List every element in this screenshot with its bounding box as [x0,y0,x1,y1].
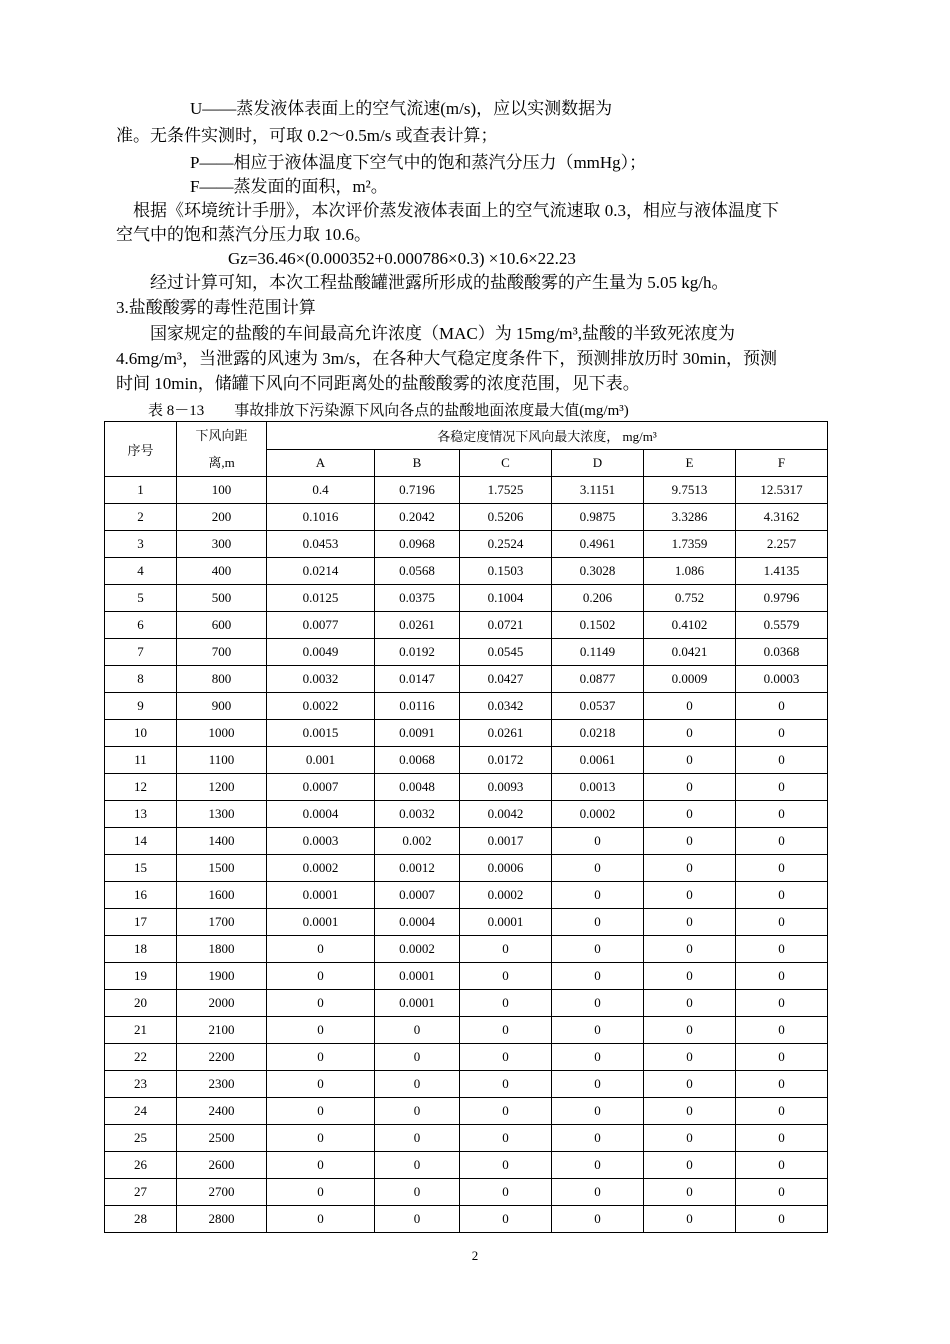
cell-d: 0.206 [552,585,644,612]
cell-b: 0.2042 [375,504,460,531]
cell-distance: 900 [177,693,267,720]
cell-f: 0 [736,1125,828,1152]
cell-f: 0 [736,855,828,882]
cell-b: 0.0004 [375,909,460,936]
cell-index: 14 [105,828,177,855]
cell-d: 0 [552,1044,644,1071]
header-class-d: D [552,449,644,477]
cell-a: 0 [267,1206,375,1233]
cell-b: 0 [375,1071,460,1098]
cell-a: 0.0001 [267,909,375,936]
cell-d: 0.9875 [552,504,644,531]
cell-a: 0.0077 [267,612,375,639]
cell-b: 0.0147 [375,666,460,693]
cell-index: 20 [105,990,177,1017]
table-row [105,990,828,1017]
cell-e: 0 [644,1071,736,1098]
cell-index: 10 [105,720,177,747]
cell-distance: 2400 [177,1098,267,1125]
cell-distance: 1800 [177,936,267,963]
cell-index: 23 [105,1071,177,1098]
cell-f: 0 [736,936,828,963]
cell-e: 0 [644,720,736,747]
table-row [105,909,828,936]
table-row [105,1098,828,1125]
cell-distance: 1100 [177,747,267,774]
cell-e: 0.0009 [644,666,736,693]
cell-c: 0.0006 [460,855,552,882]
cell-index: 13 [105,801,177,828]
cell-distance: 200 [177,504,267,531]
cell-index: 18 [105,936,177,963]
cell-distance: 300 [177,531,267,558]
cell-c: 0 [460,963,552,990]
cell-e: 3.3286 [644,504,736,531]
cell-distance: 1600 [177,882,267,909]
cell-a: 0.001 [267,747,375,774]
table-row [105,1206,828,1233]
cell-e: 0 [644,909,736,936]
header-class-e: E [644,449,736,477]
u-definition-line-2: 准。无条件实测时，可取 0.2～0.5m/s 或查表计算； [116,126,498,145]
cell-f: 0.5579 [736,612,828,639]
header-class-c: C [460,449,552,477]
header-stability-group: 各稳定度情况下风向最大浓度， mg/m³ [267,422,828,450]
cell-e: 0 [644,1179,736,1206]
cell-e: 0 [644,1044,736,1071]
table-caption: 表 8－13 事故排放下污染源下风向各点的盐酸地面浓度最大值(mg/m³) [148,403,629,419]
cell-e: 0 [644,828,736,855]
cell-b: 0.0261 [375,612,460,639]
cell-distance: 2700 [177,1179,267,1206]
table-row [105,693,828,720]
page-number: 2 [471,1248,479,1263]
cell-e: 0 [644,936,736,963]
basis-line-1: 根据《环境统计手册》，本次评价蒸发液体表面上的空气流速取 0.3，相应与液体温度下 [133,201,779,220]
cell-c: 0.0001 [460,909,552,936]
cell-a: 0.0002 [267,855,375,882]
cell-a: 0.0001 [267,882,375,909]
cell-c: 0 [460,936,552,963]
cell-e: 0 [644,774,736,801]
header-class-f: F [736,449,828,477]
cell-distance: 500 [177,585,267,612]
cell-f: 0 [736,1071,828,1098]
cell-a: 0 [267,1017,375,1044]
cell-c: 0 [460,1098,552,1125]
cell-f: 0 [736,774,828,801]
cell-distance: 1900 [177,963,267,990]
cell-a: 0.0214 [267,558,375,585]
header-distance [177,422,267,477]
cell-f: 0.0368 [736,639,828,666]
cell-c: 0.2524 [460,531,552,558]
cell-c: 0.5206 [460,504,552,531]
cell-distance: 2100 [177,1017,267,1044]
cell-index: 22 [105,1044,177,1071]
table-row [105,585,828,612]
cell-d: 0 [552,1179,644,1206]
table-row [105,801,828,828]
cell-c: 0.1004 [460,585,552,612]
cell-index: 4 [105,558,177,585]
cell-b: 0.0375 [375,585,460,612]
cell-b: 0 [375,1125,460,1152]
cell-d: 0 [552,1071,644,1098]
basis-line-2: 空气中的饱和蒸汽分压力取 10.6。 [116,225,371,244]
cell-distance: 2500 [177,1125,267,1152]
header-distance-line-2: 离,m [208,455,235,470]
cell-f: 1.4135 [736,558,828,585]
f-definition: F——蒸发面的面积，m²。 [190,177,388,196]
cell-d: 0 [552,1206,644,1233]
cell-d: 0 [552,855,644,882]
cell-distance: 1500 [177,855,267,882]
cell-f: 0 [736,963,828,990]
cell-distance: 1200 [177,774,267,801]
concentration-table [104,421,828,1233]
cell-b: 0.0002 [375,936,460,963]
section-heading: 3.盐酸酸雾的毒性范围计算 [116,298,316,317]
cell-index: 24 [105,1098,177,1125]
cell-d: 0 [552,1125,644,1152]
cell-d: 0.0537 [552,693,644,720]
cell-e: 0 [644,963,736,990]
cell-b: 0.0068 [375,747,460,774]
table-row [105,747,828,774]
cell-f: 0 [736,720,828,747]
cell-distance: 800 [177,666,267,693]
cell-c: 0.0721 [460,612,552,639]
cell-distance: 1300 [177,801,267,828]
cell-c: 0 [460,1179,552,1206]
cell-f: 0 [736,990,828,1017]
table-row [105,774,828,801]
u-definition-line-1: U——蒸发液体表面上的空气流速(m/s)，应以实测数据为 [190,99,613,118]
cell-d: 0 [552,963,644,990]
cell-index: 5 [105,585,177,612]
cell-d: 0 [552,936,644,963]
table-row [105,1125,828,1152]
cell-a: 0.0049 [267,639,375,666]
cell-e: 0 [644,1098,736,1125]
cell-a: 0 [267,1152,375,1179]
table-row [105,666,828,693]
cell-b: 0 [375,1206,460,1233]
cell-e: 0.0421 [644,639,736,666]
cell-b: 0.0001 [375,990,460,1017]
cell-d: 0.1502 [552,612,644,639]
cell-e: 0 [644,801,736,828]
table-row [105,612,828,639]
cell-c: 0.1503 [460,558,552,585]
cell-d: 0 [552,1098,644,1125]
cell-e: 0 [644,1206,736,1233]
cell-d: 0.1149 [552,639,644,666]
cell-f: 0 [736,909,828,936]
cell-distance: 1700 [177,909,267,936]
cell-e: 1.086 [644,558,736,585]
cell-distance: 400 [177,558,267,585]
header-index: 序号 [105,422,177,477]
cell-f: 0 [736,1206,828,1233]
cell-f: 0 [736,828,828,855]
cell-index: 15 [105,855,177,882]
cell-e: 0 [644,747,736,774]
cell-a: 0.0032 [267,666,375,693]
table-row [105,936,828,963]
cell-index: 19 [105,963,177,990]
cell-d: 0 [552,990,644,1017]
header-class-a: A [267,449,375,477]
cell-c: 0.0342 [460,693,552,720]
cell-d: 0 [552,1152,644,1179]
cell-distance: 100 [177,477,267,504]
cell-b: 0.0568 [375,558,460,585]
cell-a: 0 [267,1098,375,1125]
table-row [105,504,828,531]
cell-b: 0 [375,1017,460,1044]
cell-d: 0 [552,1017,644,1044]
cell-index: 3 [105,531,177,558]
cell-f: 4.3162 [736,504,828,531]
cell-distance: 1000 [177,720,267,747]
cell-a: 0.4 [267,477,375,504]
cell-a: 0.0453 [267,531,375,558]
cell-index: 1 [105,477,177,504]
cell-c: 0.0017 [460,828,552,855]
cell-b: 0.0012 [375,855,460,882]
cell-b: 0 [375,1179,460,1206]
mac-line-2: 4.6mg/m³，当泄露的风速为 3m/s，在各种大气稳定度条件下，预测排放历时 30min，预测 [116,349,778,368]
cell-index: 12 [105,774,177,801]
table-row [105,477,828,504]
table-header [105,422,828,477]
cell-c: 0 [460,1125,552,1152]
cell-d: 0.0061 [552,747,644,774]
cell-b: 0.0091 [375,720,460,747]
cell-a: 0 [267,963,375,990]
cell-b: 0.0192 [375,639,460,666]
cell-f: 0 [736,1044,828,1071]
cell-d: 0 [552,882,644,909]
cell-c: 0 [460,1206,552,1233]
cell-c: 0 [460,990,552,1017]
cell-a: 0.0015 [267,720,375,747]
cell-a: 0 [267,990,375,1017]
cell-c: 0.0042 [460,801,552,828]
table-row [105,963,828,990]
table-row [105,1017,828,1044]
cell-distance: 2200 [177,1044,267,1071]
cell-d: 0.0218 [552,720,644,747]
cell-b: 0.002 [375,828,460,855]
cell-d: 0.3028 [552,558,644,585]
p-definition: P——相应于液体温度下空气中的饱和蒸汽分压力（mmHg）； [190,153,647,172]
cell-f: 0 [736,1179,828,1206]
cell-a: 0 [267,1179,375,1206]
table-row [105,531,828,558]
table-row [105,1152,828,1179]
cell-d: 3.1151 [552,477,644,504]
table-row [105,558,828,585]
cell-index: 2 [105,504,177,531]
cell-index: 16 [105,882,177,909]
cell-c: 0.0172 [460,747,552,774]
cell-a: 0.0007 [267,774,375,801]
cell-index: 25 [105,1125,177,1152]
cell-e: 0.752 [644,585,736,612]
cell-b: 0.0048 [375,774,460,801]
cell-index: 9 [105,693,177,720]
cell-e: 9.7513 [644,477,736,504]
cell-f: 0 [736,1152,828,1179]
cell-d: 0 [552,828,644,855]
cell-distance: 600 [177,612,267,639]
cell-f: 0 [736,693,828,720]
table-row [105,855,828,882]
cell-a: 0.0004 [267,801,375,828]
table-row [105,720,828,747]
cell-d: 0.0877 [552,666,644,693]
cell-c: 1.7525 [460,477,552,504]
cell-a: 0 [267,936,375,963]
cell-f: 0 [736,1098,828,1125]
table-row [105,1179,828,1206]
cell-a: 0.0022 [267,693,375,720]
table-row [105,1044,828,1071]
cell-f: 0 [736,1017,828,1044]
cell-index: 21 [105,1017,177,1044]
cell-e: 0 [644,693,736,720]
cell-distance: 2600 [177,1152,267,1179]
table-body [105,477,828,1233]
cell-d: 0.0013 [552,774,644,801]
cell-c: 0 [460,1017,552,1044]
cell-index: 6 [105,612,177,639]
cell-e: 0.4102 [644,612,736,639]
cell-a: 0.0125 [267,585,375,612]
cell-e: 0 [644,1125,736,1152]
table-row [105,828,828,855]
cell-c: 0 [460,1071,552,1098]
cell-b: 0 [375,1044,460,1071]
cell-index: 17 [105,909,177,936]
cell-index: 8 [105,666,177,693]
cell-distance: 2000 [177,990,267,1017]
cell-distance: 2800 [177,1206,267,1233]
cell-b: 0.0116 [375,693,460,720]
table-row [105,639,828,666]
cell-f: 0 [736,801,828,828]
cell-c: 0.0093 [460,774,552,801]
cell-distance: 700 [177,639,267,666]
cell-a: 0 [267,1071,375,1098]
cell-e: 0 [644,855,736,882]
formula: Gz=36.46×(0.000352+0.000786×0.3) ×10.6×22.23 [228,249,576,268]
cell-e: 1.7359 [644,531,736,558]
cell-a: 0.1016 [267,504,375,531]
cell-c: 0.0427 [460,666,552,693]
cell-d: 0 [552,909,644,936]
cell-b: 0.0001 [375,963,460,990]
cell-a: 0 [267,1125,375,1152]
cell-b: 0.0968 [375,531,460,558]
header-distance-line-1: 下风向距 [195,428,248,443]
mac-line-3: 时间 10min，储罐下风向不同距离处的盐酸酸雾的浓度范围，见下表。 [116,374,640,393]
result-text: 经过计算可知，本次工程盐酸罐泄露所形成的盐酸酸雾的产生量为 5.05 kg/h。 [150,273,729,292]
cell-e: 0 [644,1152,736,1179]
cell-f: 2.257 [736,531,828,558]
cell-e: 0 [644,882,736,909]
cell-b: 0.0032 [375,801,460,828]
table-row [105,1071,828,1098]
cell-b: 0.7196 [375,477,460,504]
cell-c: 0 [460,1044,552,1071]
cell-f: 12.5317 [736,477,828,504]
cell-d: 0.0002 [552,801,644,828]
cell-c: 0.0002 [460,882,552,909]
cell-c: 0.0261 [460,720,552,747]
cell-c: 0.0545 [460,639,552,666]
cell-index: 7 [105,639,177,666]
cell-index: 27 [105,1179,177,1206]
cell-a: 0 [267,1044,375,1071]
mac-line-1: 国家规定的盐酸的车间最高允许浓度（MAC）为 15mg/m³,盐酸的半致死浓度为 [150,324,735,343]
cell-f: 0.0003 [736,666,828,693]
cell-c: 0 [460,1152,552,1179]
cell-b: 0 [375,1098,460,1125]
cell-b: 0 [375,1152,460,1179]
cell-e: 0 [644,1017,736,1044]
cell-index: 28 [105,1206,177,1233]
cell-e: 0 [644,990,736,1017]
cell-distance: 1400 [177,828,267,855]
cell-f: 0 [736,882,828,909]
cell-f: 0 [736,747,828,774]
cell-d: 0.4961 [552,531,644,558]
cell-index: 26 [105,1152,177,1179]
cell-f: 0.9796 [736,585,828,612]
cell-index: 11 [105,747,177,774]
table-row [105,882,828,909]
cell-b: 0.0007 [375,882,460,909]
cell-distance: 2300 [177,1071,267,1098]
header-class-b: B [375,449,460,477]
cell-a: 0.0003 [267,828,375,855]
